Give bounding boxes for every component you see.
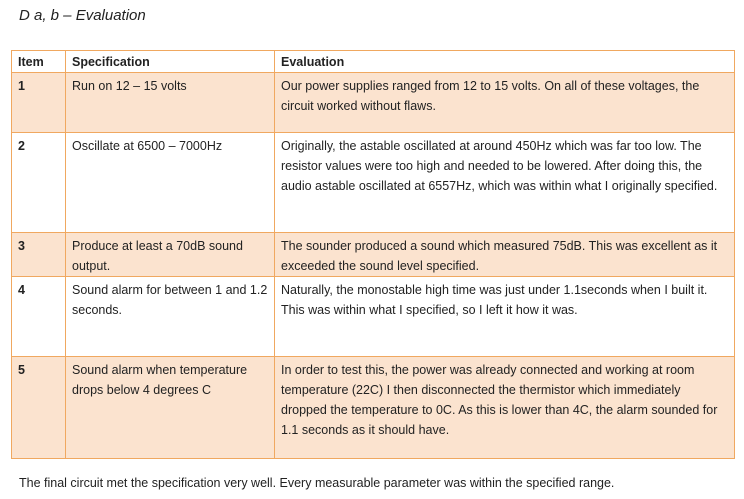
item-number: 5 xyxy=(12,357,66,459)
table-row xyxy=(12,73,735,133)
header-item: Item xyxy=(12,51,66,73)
evaluation-cell: The sounder produced a sound which measured 75dB. This was excellent as it exceeded the sound level specified. xyxy=(275,233,735,277)
header-evaluation: Evaluation xyxy=(275,51,735,73)
specification-cell: Sound alarm when temperature drops below 4 degrees C xyxy=(66,357,275,459)
table-row xyxy=(12,233,735,277)
specification-cell: Produce at least a 70dB sound output. xyxy=(66,233,275,277)
specification-cell: Sound alarm for between 1 and 1.2 seconds. xyxy=(66,277,275,357)
table-row xyxy=(12,277,735,357)
table-header-row xyxy=(12,51,735,73)
evaluation-cell: Originally, the astable oscillated at around 450Hz which was far too low. The resistor values were too high and needed to be lowered. After doing this, the audio astable oscillated at 6557Hz, which was within what I originally specified. xyxy=(275,133,735,233)
evaluation-cell: Naturally, the monostable high time was just under 1.1seconds when I built it. This was within what I specified, so I left it how it was. xyxy=(275,277,735,357)
item-number: 3 xyxy=(12,233,66,277)
header-specification: Specification xyxy=(66,51,275,73)
table-row xyxy=(12,357,735,459)
page-heading: D a, b – Evaluation xyxy=(19,7,146,24)
table-row xyxy=(12,133,735,233)
item-number: 4 xyxy=(12,277,66,357)
item-number: 2 xyxy=(12,133,66,233)
specification-cell: Run on 12 – 15 volts xyxy=(66,73,275,133)
evaluation-table xyxy=(11,50,735,459)
summary-text: The final circuit met the specification very well. Every measurable parameter was within the specified range. xyxy=(19,476,615,490)
evaluation-cell: In order to test this, the power was already connected and working at room temperature (22C) I then disconnected the thermistor which immediately dropped the temperature to 0C. As this is lower than 4C, the alarm sounded for 1.1 seconds as it should have. xyxy=(275,357,735,459)
specification-cell: Oscillate at 6500 – 7000Hz xyxy=(66,133,275,233)
item-number: 1 xyxy=(12,73,66,133)
evaluation-cell: Our power supplies ranged from 12 to 15 volts. On all of these voltages, the circuit worked without flaws. xyxy=(275,73,735,133)
